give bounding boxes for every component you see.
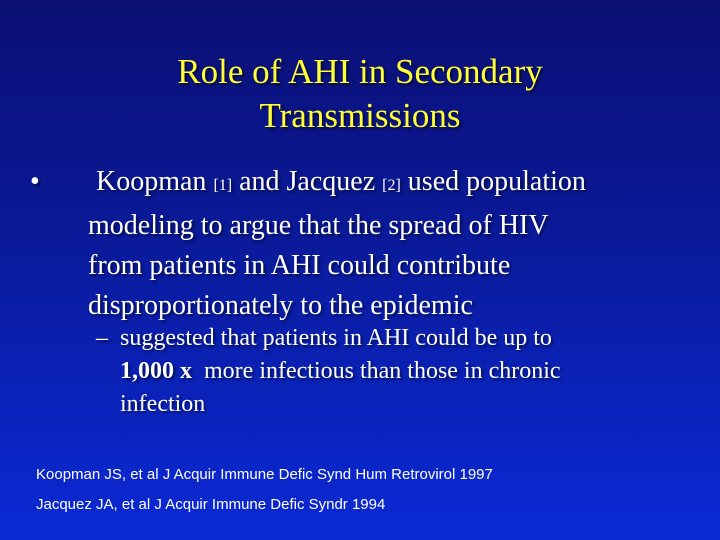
emphasis-value: 1,000 x <box>120 358 192 384</box>
citation-koopman: Koopman JS, et al J Acquir Immune Defic Synd Hum Retrovirol 1997 <box>36 466 493 483</box>
sub-bullet-text <box>120 322 696 421</box>
bullet-line-1-part-3: used population <box>400 166 586 197</box>
citation-jacquez: Jacquez JA, et al J Acquir Immune Defic Syndr 1994 <box>36 496 386 513</box>
bullet-line-1 <box>96 162 688 206</box>
bullet-line-1-part-1: Koopman <box>96 166 214 197</box>
bullet-marker: • <box>30 166 40 197</box>
bullet-line-4: disproportionately to the epidemic <box>88 290 473 321</box>
bullet-line-3: from patients in AHI could contribute <box>88 250 511 281</box>
title-line-1: Role of AHI in Secondary <box>177 52 543 91</box>
sub-bullet-line-3: infection <box>120 391 206 417</box>
sub-bullet-line-2 <box>120 355 696 388</box>
sub-bullet-marker: – <box>96 325 108 351</box>
reference-marker-1: [1] <box>213 177 233 194</box>
title-line-2: Transmissions <box>259 96 461 135</box>
sub-bullet-line-1: suggested that patients in AHI could be up to <box>120 325 552 351</box>
bullet-line-1-part-2: and Jacquez <box>232 166 383 197</box>
bullet-line-2: modeling to argue that the spread of HIV <box>88 210 549 241</box>
slide-title <box>0 50 720 138</box>
bullet-text <box>88 162 688 326</box>
sub-bullet-line-2-rest: more infectious than those in chronic <box>192 358 561 384</box>
reference-marker-2: [2] <box>382 177 401 194</box>
